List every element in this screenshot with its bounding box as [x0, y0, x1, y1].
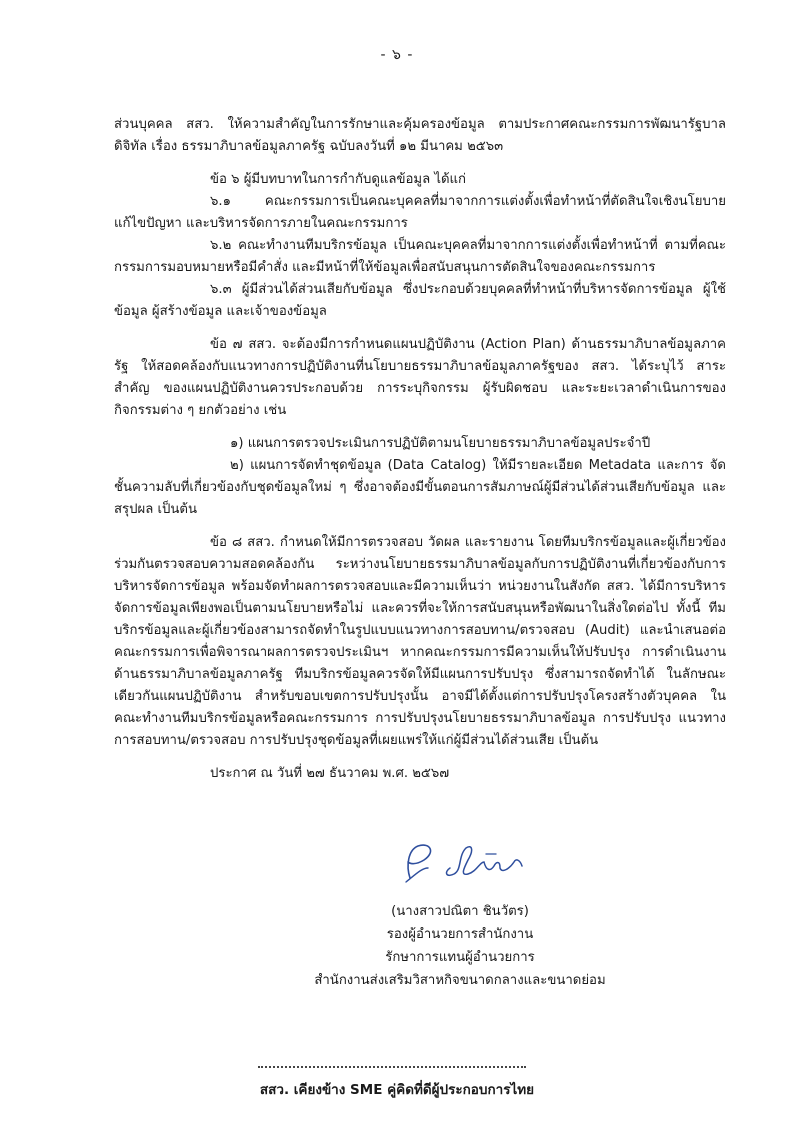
footer-slogan: สสว. เคียงข้าง SME คู่คิดที่ดีผู้ประกอบการไทย [259, 1082, 535, 1098]
signature-block [310, 838, 610, 892]
page-number: - ๖ - [380, 47, 414, 63]
clause-7: ข้อ ๗ สสว. จะต้องมีการกำหนดแผนปฏิบัติงาน (Action Plan) ด้านธรรมาภิบาลข้อมูลภาครัฐ ให้สอดคล้องกับแนวทางการปฏิบัติงานที่นโยบายธรรมาภิบาลข้อมูลภาครัฐของ สสว. ได้ระบุไว้ สาระสำคัญ ของแผนปฏิบัติงานควรประกอบด้วย การระบุกิจกรรม ผู้รับผิดชอบ และระยะเวลาดำเนินการของกิจกรรมต่าง ๆ ยกตัวอย่าง เช่น [114, 337, 726, 418]
signer-position: รองผู้อำนวยการสำนักงาน [386, 927, 534, 942]
announcement-date: ประกาศ ณ วันที่ ๒๗ ธันวาคม พ.ศ. ๒๕๖๗ [210, 766, 450, 781]
clause-7-item-1: ๑) แผนการตรวจประเมินการปฏิบัติตามนโยบายธรรมาภิบาลข้อมูลประจำปี [230, 436, 651, 451]
footer-divider [258, 1066, 526, 1068]
clause-7-item-2: ๒) แผนการจัดทำชุดข้อมูล (Data Catalog) ให้มีรายละเอียด Metadata และการ จัดชั้นความลับที่เกี่ยวข้องกับชุดข้อมูลใหม่ ๆ ซึ่งอาจต้องมีขั้นตอนการสัมภาษณ์ผู้มีส่วนได้ส่วนเสียกับข้อมูล และสรุปผล เป็นต้น [114, 458, 726, 517]
clause-6-heading: ข้อ ๖ ผู้มีบทบาทในการกำกับดูแลข้อมูล ได้แก่ [210, 172, 467, 187]
paragraph-continued: ส่วนบุคคล สสว. ให้ความสำคัญในการรักษาและคุ้มครองข้อมูล ตามประกาศคณะกรรมการพัฒนารัฐบาลดิจิทัล เรื่อง ธรรมาภิบาลข้อมูลภาครัฐ ฉบับลงวันที่ ๑๒ มีนาคม ๒๕๖๓ [114, 117, 726, 154]
clause-6-2: ๖.๒ คณะทำงานทีมบริกรข้อมูล เป็นคณะบุคคลที่มาจากการแต่งตั้งเพื่อทำหน้าที่ ตามที่คณะกรรมการมอบหมายหรือมีคำสั่ง และมีหน้าที่ให้ข้อมูลเพื่อสนับสนุนการตัดสินใจของคณะกรรมการ [114, 238, 726, 275]
signer-acting-position: รักษาการแทนผู้อำนวยการ [385, 950, 535, 965]
signer-organization: สำนักงานส่งเสริมวิสาหกิจขนาดกลางและขนาดย่อม [314, 973, 606, 988]
document-body [114, 114, 726, 785]
clause-6-3: ๖.๓ ผู้มีส่วนได้ส่วนเสียกับข้อมูล ซึ่งประกอบด้วยบุคคลที่ทำหน้าที่บริหารจัดการข้อมูล ผู้ใช้ข้อมูล ผู้สร้างข้อมูล และเจ้าของข้อมูล [114, 282, 726, 319]
signature-image [388, 838, 548, 888]
signer-details [300, 900, 620, 992]
clause-8: ข้อ ๘ สสว. กำหนดให้มีการตรวจสอบ วัดผล และรายงาน โดยทีมบริกรข้อมูลและผู้เกี่ยวข้อง ร่วมกันตรวจสอบความสอดคล้องกัน ระหว่างนโยบายธรรมาภิบาลข้อมูลกับการปฏิบัติงานที่เกี่ยวข้องกับการ บริหารจัดการข้อมูล พร้อมจัดทำผลการตรวจสอบและมีความเห็นว่า หน่วยงานในสังกัด สสว. ได้มีการบริหาร จัดการข้อมูลเพียงพอเป็นตามนโยบายหรือไม่ และควรที่จะให้การสนับสนุนหรือพัฒนาในสิ่งใดต่อไป ทั้งนี้ ทีมบริกรข้อมูลและผู้เกี่ยวข้องสามารถจัดทำในรูปแบบแนวทางการสอบทาน/ตรวจสอบ (Audit) และนำเสนอต่อคณะกรรมการเพื่อพิจารณาผลการตรวจประเมินฯ หากคณะกรรมการมีความเห็นให้ปรับปรุง การดำเนินงานด้านธรรมาภิบาลข้อมูลภาครัฐ ทีมบริกรข้อมูลควรจัดให้มีแผนการปรับปรุง ซึ่งสามารถจัดทำได้ ในลักษณะเดียวกันแผนปฏิบัติงาน สำหรับขอบเขตการปรับปรุงนั้น อาจมีได้ตั้งแต่การปรับปรุงโครงสร้างตัวบุคคล ในคณะทำงานทีมบริกรข้อมูลหรือคณะกรรมการ การปรับปรุงนโยบายธรรมาภิบาลข้อมูล การปรับปรุง แนวทางการสอบทาน/ตรวจสอบ การปรับปรุงชุดข้อมูลที่เผยแพร่ให้แก่ผู้มีส่วนได้ส่วนเสีย เป็นต้น [114, 535, 726, 748]
clause-6-1: ๖.๑ คณะกรรมการเป็นคณะบุคคลที่มาจากการแต่งตั้งเพื่อทำหน้าที่ตัดสินใจเชิงนโยบาย แก้ไขปัญหา และบริหารจัดการภายในคณะกรรมการ [114, 194, 726, 231]
signer-name: (นางสาวปณิตา ชินวัตร) [391, 904, 529, 919]
